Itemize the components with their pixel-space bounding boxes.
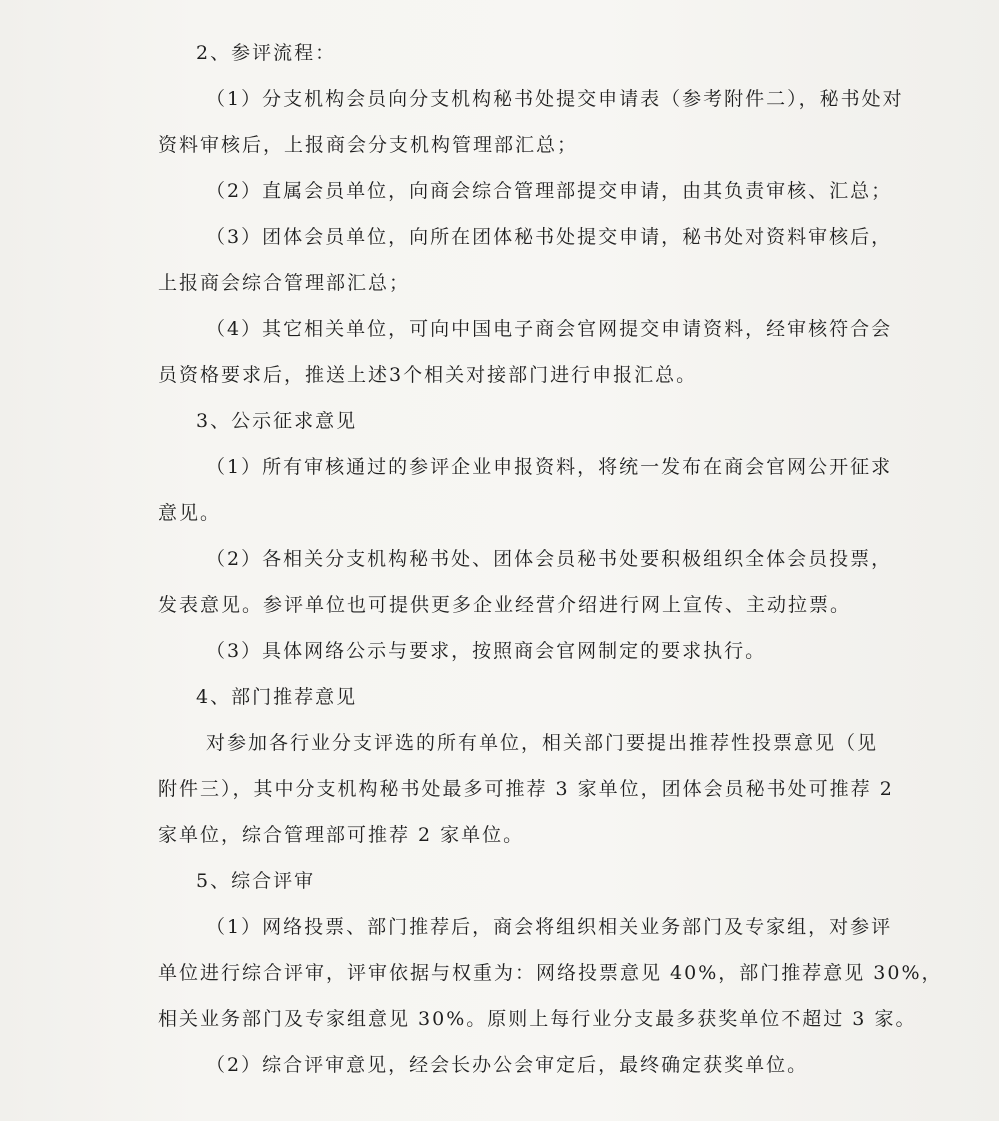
paragraph-line: （1）所有审核通过的参评企业申报资料，将统一发布在商会官网公开征求	[206, 456, 893, 478]
paragraph-line: （2）直属会员单位，向商会综合管理部提交申请，由其负责审核、汇总；	[206, 180, 893, 202]
section-heading: 2、参评流程：	[196, 42, 337, 64]
section-heading: 4、部门推荐意见	[196, 686, 358, 708]
paragraph-line: 资料审核后，上报商会分支机构管理部汇总；	[158, 134, 579, 156]
section-heading: 3、公示征求意见	[196, 410, 358, 432]
paragraph-line: 对参加各行业分支评选的所有单位，相关部门要提出推荐性投票意见（见	[206, 732, 879, 754]
paragraph-line: 家单位，综合管理部可推荐 2 家单位。	[158, 824, 525, 846]
paragraph-line: 相关业务部门及专家组意见 30%。原则上每行业分支最多获奖单位不超过 3 家。	[158, 1008, 917, 1030]
paragraph-line: 发表意见。参评单位也可提供更多企业经营介绍进行网上宣传、主动拉票。	[158, 594, 852, 616]
paragraph-line: （2）各相关分支机构秘书处、团体会员秘书处要积极组织全体会员投票，	[206, 548, 893, 570]
paragraph-line: （1）网络投票、部门推荐后，商会将组织相关业务部门及专家组，对参评	[206, 916, 893, 938]
paragraph-line: （1）分支机构会员向分支机构秘书处提交申请表（参考附件二），秘书处对	[206, 88, 904, 110]
section-heading: 5、综合评审	[196, 870, 316, 892]
paragraph-line: （4）其它相关单位，可向中国电子商会官网提交申请资料，经审核符合会	[206, 318, 893, 340]
document-body	[158, 30, 943, 1088]
paragraph-line: （3）团体会员单位，向所在团体秘书处提交申请，秘书处对资料审核后，	[206, 226, 893, 248]
paragraph-line: 附件三），其中分支机构秘书处最多可推荐 3 家单位，团体会员秘书处可推荐 2	[158, 778, 894, 800]
paragraph-line: 员资格要求后，推送上述3个相关对接部门进行申报汇总。	[158, 364, 698, 386]
paragraph-line: 上报商会综合管理部汇总；	[158, 272, 411, 294]
paragraph-line: 单位进行综合评审，评审依据与权重为：网络投票意见 40%，部门推荐意见 30%，	[158, 962, 943, 984]
paragraph-line: （3）具体网络公示与要求，按照商会官网制定的要求执行。	[206, 640, 767, 662]
paragraph-line: （2）综合评审意见，经会长办公会审定后，最终确定获奖单位。	[206, 1054, 809, 1076]
paragraph-line: 意见。	[158, 502, 222, 524]
